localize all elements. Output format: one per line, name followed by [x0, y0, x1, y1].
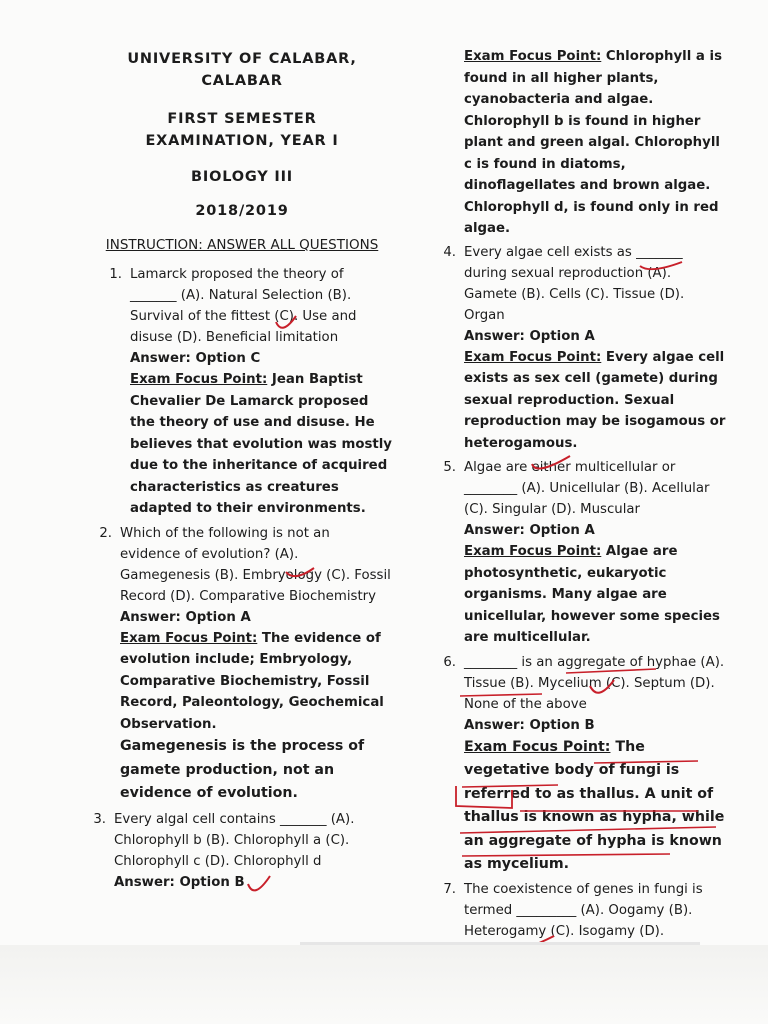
question-6	[443, 652, 728, 877]
question-4	[443, 242, 728, 455]
question-number: 1.	[109, 267, 122, 282]
question-text: Lamarck proposed the theory of _______ (A). Natural Selection (B). Survival of the fittest (C). Use and disuse (D). Beneficial limitation	[130, 267, 357, 345]
efp-text: Algae are photosynthetic, eukaryotic organisms. Many algae are unicellular, however some species are multicellular.	[464, 544, 720, 645]
answer: Answer: Option B	[114, 874, 245, 890]
answer: Answer: Option A	[120, 609, 251, 625]
question-text: Algae are either multicellular or ________ (A). Unicellular (B). Acellular (C). Singular (D). Muscular	[464, 460, 710, 517]
efp-label: Exam Focus Point:	[464, 49, 602, 64]
question-number: 7.	[443, 881, 456, 897]
exam-focus-point	[464, 46, 728, 240]
answer: Answer: Option A	[464, 328, 595, 344]
university-city: CALABAR	[201, 73, 283, 89]
exam-focus-point	[130, 369, 392, 520]
question-3	[93, 809, 392, 893]
question-number: 6.	[443, 654, 456, 670]
efp-label: Exam Focus Point:	[130, 372, 268, 387]
question-2	[99, 523, 392, 806]
exam-focus-point	[120, 628, 392, 736]
efp-text: Jean Baptist Chevalier De Lamarck proposed the theory of use and disuse. He believes that evolution was mostly due to the inheritance of acquired characteristics as creatures adapted to their environments.	[130, 372, 392, 516]
question-5	[443, 457, 728, 649]
efp-label: Exam Focus Point:	[464, 544, 602, 559]
exam-focus-point	[464, 347, 728, 455]
question-text: The coexistence of genes in fungi is termed _________ (A). Oogamy (B). Heterogamy (C). Isogamy (D).	[464, 881, 703, 939]
question-text: Every algae cell exists as _______ during sexual reproduction (A). Gamete (B). Cells (C). Tissue (D). Organ	[464, 244, 685, 323]
session: 2018/2019	[195, 203, 289, 219]
university-name: UNIVERSITY OF CALABAR,	[127, 51, 357, 67]
question-number: 2.	[99, 525, 112, 541]
course-title: BIOLOGY III	[191, 169, 293, 185]
exam-line-2: EXAMINATION, YEAR I	[145, 133, 339, 149]
efp-text: Chlorophyll a is found in all higher plants, cyanobacteria and algae. Chlorophyll b is found in higher plant and green algal. Chlorophyll c is found in diatoms, dinoflagellates and brown algae. Chlorophyll d, is found only in red algae.	[464, 49, 723, 236]
efp-label: Exam Focus Point:	[120, 630, 258, 646]
question-3-continued	[464, 46, 728, 240]
question-text: Which of the following is not an evidence of evolution? (A). Gamegenesis (B). Embryology (C). Fossil Record (D). Comparative Biochemistry	[120, 525, 391, 604]
efp-text: The vegetative body of fungi is referred to as thallus. A unit of thallus is known as hypha, while an aggregate of hypha is known as mycelium.	[464, 738, 725, 872]
answer: Answer: Option A	[464, 523, 595, 538]
efp-extra: Gamegenesis is the process of gamete production, not an evidence of evolution.	[120, 738, 365, 801]
efp-text: The evidence of evolution include; Embryology, Comparative Biochemistry, Fossil Record, Paleontology, Geochemical Observation.	[120, 630, 384, 732]
answer: Answer: Option B	[464, 717, 595, 733]
question-number: 3.	[93, 811, 106, 827]
answer: Answer: Option C	[130, 351, 261, 366]
page-bottom	[0, 945, 768, 1024]
question-1	[109, 264, 392, 520]
efp-label: Exam Focus Point:	[464, 349, 602, 365]
left-column	[92, 48, 392, 893]
exam-focus-point	[464, 541, 728, 649]
question-number: 4.	[443, 244, 456, 260]
question-text: ________ is an aggregate of hyphae (A). Tissue (B). Mycelium (C). Septum (D). None of the above	[464, 654, 725, 712]
question-text: Every algal cell contains _______ (A). Chlorophyll b (B). Chlorophyll a (C). Chlorophyll c (D). Chlorophyll d	[114, 811, 355, 869]
instruction: INSTRUCTION: ANSWER ALL QUESTIONS	[105, 237, 379, 253]
efp-text: Every algae cell exists as sex cell (gamete) during sexual reproduction. Sexual reproduction may be isogamous or heterogamous.	[464, 349, 726, 451]
question-number: 5.	[443, 460, 456, 475]
right-column	[438, 46, 728, 963]
efp-label: Exam Focus Point:	[464, 738, 611, 755]
exam-line-1: FIRST SEMESTER	[167, 111, 317, 127]
exam-focus-point	[464, 736, 728, 877]
